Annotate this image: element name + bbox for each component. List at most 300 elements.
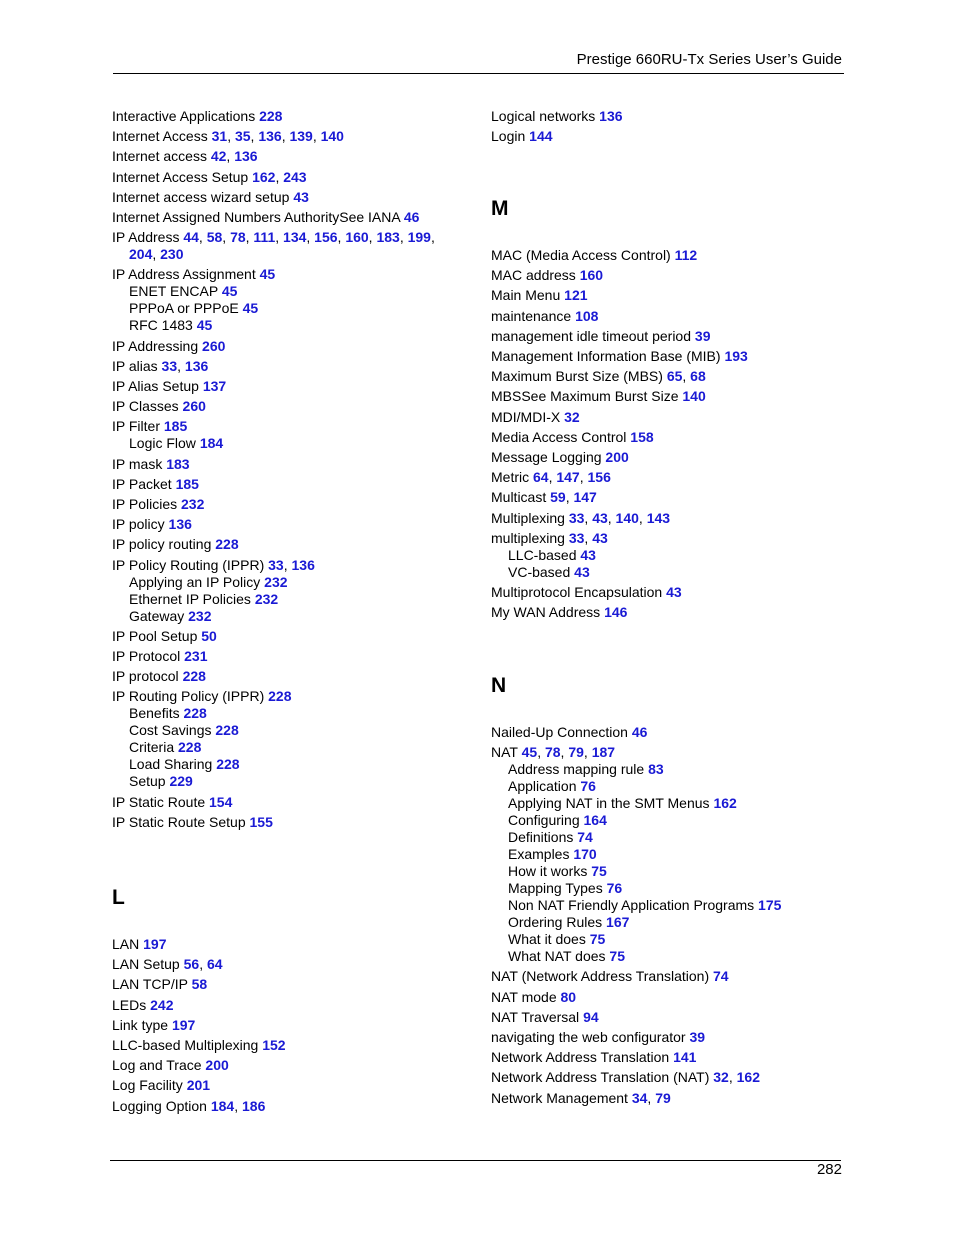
index-term: Internet access — [112, 148, 211, 165]
page-ref-link[interactable]: 228 — [259, 108, 283, 124]
index-term: Link type — [112, 1016, 172, 1033]
index-entry — [112, 1098, 265, 1115]
page-ref-link[interactable]: 45 — [196, 317, 213, 334]
index-entry — [491, 1069, 760, 1086]
ref-separator: , — [222, 229, 231, 246]
page-ref-link[interactable]: 45 — [221, 283, 238, 300]
index-entry — [491, 489, 597, 506]
page-ref-link[interactable]: 167 — [606, 914, 630, 931]
index-entry — [112, 976, 207, 993]
page-ref-link[interactable]: 160 — [345, 229, 369, 246]
index-term: Logging Option — [112, 1097, 211, 1114]
index-entry — [491, 308, 598, 325]
index-term: VC-based — [508, 563, 575, 580]
page-ref-link[interactable]: 156 — [587, 469, 611, 486]
index-subentry — [491, 829, 593, 846]
page-ref-link[interactable]: 33 — [568, 509, 585, 526]
page-ref-link[interactable]: 45 — [242, 300, 259, 317]
page-ref-link[interactable]: 260 — [202, 337, 226, 354]
page-ref-link[interactable]: 232 — [181, 496, 205, 512]
page-ref-link[interactable]: 74 — [713, 968, 729, 985]
index-entry — [112, 516, 192, 533]
index-term: IP Packet — [112, 475, 176, 492]
page-ref-link[interactable]: 45 — [521, 744, 538, 761]
page-ref-link[interactable]: 137 — [202, 378, 227, 394]
index-term: IP Protocol — [112, 648, 185, 664]
ref-separator: , — [312, 128, 321, 145]
index-term: Internet Assigned Numbers AuthoritySee IANA — [112, 209, 404, 225]
index-term: IP Static Route Setup — [112, 813, 250, 830]
index-term: IP policy — [112, 516, 169, 533]
index-entry — [112, 169, 307, 186]
index-entry — [112, 794, 232, 811]
ref-separator: , — [399, 229, 408, 246]
index-entry — [112, 688, 292, 705]
page-ref-link[interactable]: 121 — [564, 287, 588, 304]
page-ref-link[interactable]: 64 — [206, 956, 223, 973]
index-entry — [112, 956, 223, 973]
index-term: MDI/MDI-X — [491, 408, 565, 425]
index-entry — [491, 409, 580, 426]
index-term: ENET ENCAP — [129, 283, 222, 300]
index-term: Setup — [129, 773, 170, 790]
index-term: Network Management — [491, 1089, 632, 1106]
index-term: multiplexing — [491, 529, 569, 546]
page-ref-link[interactable]: 231 — [184, 648, 208, 664]
page-ref-link[interactable]: 228 — [268, 688, 292, 705]
page-ref-link[interactable]: 140 — [320, 128, 344, 145]
page-ref-link[interactable]: 175 — [758, 897, 782, 914]
index-subentry — [112, 317, 212, 334]
index-entry — [491, 469, 611, 486]
section-letter-n: N — [491, 674, 507, 697]
page-ref-link[interactable]: 232 — [254, 590, 279, 607]
index-subentry — [112, 705, 207, 722]
page-ref-link[interactable]: 183 — [376, 229, 400, 246]
page-ref-link[interactable]: 232 — [188, 607, 212, 624]
page-ref-link[interactable]: 43 — [293, 188, 309, 205]
page-ref-link[interactable]: 184 — [199, 435, 224, 452]
page-ref-link[interactable]: 197 — [171, 1016, 196, 1033]
index-subentry — [491, 863, 607, 880]
index-term: maintenance — [491, 307, 576, 324]
page-ref-link[interactable]: 32 — [564, 408, 580, 425]
page-ref-link[interactable]: 79 — [568, 744, 584, 761]
page-ref-link[interactable]: 160 — [579, 267, 604, 284]
page-ref-link[interactable]: 59 — [550, 489, 566, 506]
index-entry — [112, 814, 273, 831]
index-term: Application — [508, 778, 581, 795]
ref-separator: , — [281, 128, 290, 145]
page-ref-link[interactable]: 140 — [615, 509, 639, 526]
index-term: NAT mode — [491, 988, 561, 1005]
index-entry — [112, 338, 225, 355]
ref-separator: , — [638, 509, 647, 526]
index-entry — [112, 398, 206, 415]
ref-separator: , — [430, 229, 435, 246]
index-entry — [112, 189, 309, 206]
index-entry — [491, 510, 670, 527]
page-ref-link[interactable]: 50 — [201, 627, 217, 644]
index-subentry — [491, 547, 596, 564]
index-term: Login — [491, 128, 530, 145]
page-ref-link[interactable]: 46 — [631, 724, 648, 740]
page-ref-link[interactable]: 136 — [234, 148, 258, 165]
index-term: IP policy routing — [112, 536, 216, 553]
page-ref-link[interactable]: 33 — [568, 529, 585, 546]
page-ref-link[interactable]: 31 — [211, 128, 228, 145]
page-ref-link[interactable]: 108 — [575, 307, 599, 324]
page-ref-link[interactable]: 58 — [191, 976, 208, 993]
page-ref-link[interactable]: 33 — [268, 556, 284, 573]
index-term: Log and Trace — [112, 1057, 206, 1074]
page-ref-link[interactable]: 156 — [314, 229, 338, 246]
index-subentry — [112, 756, 240, 773]
index-entry — [112, 1017, 195, 1034]
index-term: Load Sharing — [129, 756, 217, 773]
page-ref-link[interactable]: 74 — [577, 829, 593, 846]
page-ref-link[interactable]: 79 — [655, 1089, 671, 1106]
index-term: IP Addressing — [112, 337, 203, 354]
page-ref-link[interactable]: 43 — [580, 546, 596, 563]
index-term: navigating the web configurator — [491, 1029, 690, 1045]
index-term: Log Facility — [112, 1077, 187, 1094]
index-term: Internet access wizard setup — [112, 188, 294, 205]
page-ref-link[interactable]: 46 — [403, 209, 420, 225]
index-subentry — [491, 846, 597, 863]
index-entry — [491, 429, 654, 446]
page-ref-link[interactable]: 242 — [150, 996, 174, 1013]
ref-separator: , — [584, 509, 593, 526]
page-ref-link[interactable]: 111 — [253, 229, 276, 246]
page-ref-link[interactable]: 76 — [580, 778, 596, 795]
index-entry — [112, 229, 435, 246]
index-entry — [491, 1090, 671, 1107]
page-ref-link[interactable]: 228 — [182, 668, 206, 685]
page-ref-link[interactable]: 39 — [689, 1029, 706, 1045]
index-term: LLC-based — [508, 546, 581, 563]
index-term: IP Routing Policy (IPPR) — [112, 688, 269, 705]
index-term: Internet Access — [112, 128, 212, 145]
index-subentry — [491, 914, 629, 931]
page-ref-link[interactable]: 162 — [736, 1069, 760, 1086]
index-term: Network Address Translation (NAT) — [491, 1069, 714, 1086]
index-term: Criteria — [129, 739, 179, 756]
page-ref-link[interactable]: 80 — [560, 988, 577, 1005]
page-ref-link[interactable]: 43 — [592, 529, 608, 546]
page-ref-link[interactable]: 140 — [682, 388, 706, 405]
page-ref-link[interactable]: 42 — [210, 148, 227, 165]
page-ref-link[interactable]: 184 — [210, 1097, 235, 1114]
page-ref-link[interactable]: 197 — [143, 936, 167, 952]
index-entry — [491, 108, 623, 125]
index-entry — [112, 148, 258, 165]
page-ref-link[interactable]: 64 — [533, 469, 549, 486]
page-ref-link[interactable]: 134 — [283, 229, 307, 246]
page-ref-link[interactable]: 78 — [544, 744, 561, 761]
index-entry — [112, 536, 239, 553]
page-ref-link[interactable]: 260 — [182, 398, 206, 415]
index-term: Benefits — [129, 705, 184, 722]
index-term: PPPoA or PPPoE — [129, 300, 243, 317]
page-ref-link[interactable]: 136 — [599, 108, 623, 124]
index-entry — [491, 348, 748, 365]
index-term: Message Logging — [491, 449, 606, 465]
page-ref-link[interactable]: 170 — [573, 846, 597, 863]
page-ref-link[interactable]: 33 — [161, 357, 178, 374]
index-subentry — [112, 722, 239, 739]
page-ref-link[interactable]: 143 — [646, 509, 671, 526]
ref-separator: , — [682, 368, 691, 385]
ref-separator: , — [337, 229, 346, 246]
index-term: Main Menu — [491, 287, 565, 304]
index-term: Multiprotocol Encapsulation — [491, 584, 667, 600]
page-ref-link[interactable]: 136 — [184, 357, 209, 374]
index-entry — [491, 584, 682, 601]
index-term: IP Static Route — [112, 793, 210, 810]
page-ref-link[interactable]: 147 — [573, 489, 597, 506]
section-letter-m: M — [491, 197, 509, 220]
index-entry — [491, 267, 603, 284]
index-entry — [112, 1057, 229, 1074]
page-ref-link[interactable]: 228 — [215, 536, 239, 553]
index-entry — [112, 358, 208, 375]
page-ref-link[interactable]: 230 — [160, 246, 184, 263]
ref-separator: , — [234, 1097, 242, 1114]
index-subentry — [491, 812, 607, 829]
index-entry — [112, 1077, 210, 1094]
index-term: Management Information Base (MIB) — [491, 348, 725, 364]
page-ref-link[interactable]: 232 — [264, 573, 288, 590]
ref-separator: , — [565, 489, 574, 506]
index-term: IP protocol — [112, 668, 183, 685]
page-ref-link[interactable]: 75 — [591, 863, 607, 880]
index-subentry — [491, 897, 781, 914]
index-subentry — [112, 608, 212, 625]
ref-separator: , — [227, 128, 235, 145]
page-ref-link[interactable]: 144 — [529, 128, 553, 145]
page-ref-link[interactable]: 112 — [674, 247, 698, 263]
index-entry — [491, 968, 729, 985]
index-entry — [491, 744, 615, 761]
index-term: LAN — [112, 936, 144, 952]
index-term: Ordering Rules — [508, 914, 607, 931]
index-entry — [491, 128, 553, 145]
page-ref-link[interactable]: 136 — [258, 128, 282, 145]
ref-separator: , — [152, 246, 161, 263]
page-ref-link[interactable]: 200 — [605, 449, 629, 465]
page-ref-link[interactable]: 187 — [591, 744, 616, 761]
page-ref-link[interactable]: 204 — [129, 246, 153, 263]
index-entry — [491, 724, 647, 741]
page-ref-link[interactable]: 39 — [694, 327, 711, 344]
page-ref-link[interactable]: 65 — [666, 368, 683, 385]
page-ref-link[interactable]: 162 — [252, 168, 276, 185]
index-term: NAT — [491, 744, 522, 761]
page-ref-link[interactable]: 44 — [183, 229, 199, 246]
page-ref-link[interactable]: 229 — [169, 773, 193, 790]
ref-separator: , — [548, 469, 557, 486]
index-term: Metric — [491, 469, 533, 486]
section-letter-l: L — [112, 886, 125, 909]
index-subentry — [112, 739, 201, 756]
index-term: NAT (Network Address Translation) — [491, 968, 714, 985]
index-term: Examples — [508, 846, 574, 863]
page-ref-link[interactable]: 139 — [289, 128, 313, 145]
index-entry — [112, 418, 187, 435]
ref-separator: , — [368, 229, 377, 246]
ref-separator: , — [560, 744, 569, 761]
ref-separator: , — [226, 148, 235, 165]
ref-separator: , — [579, 469, 588, 486]
index-entry — [491, 368, 706, 385]
page-ref-link[interactable]: 78 — [230, 229, 246, 246]
index-term: IP Alias Setup — [112, 378, 203, 394]
ref-separator: , — [198, 229, 207, 246]
index-subentry — [112, 300, 258, 317]
index-term: IP alias — [112, 357, 162, 374]
index-term: Ethernet IP Policies — [129, 590, 255, 607]
index-entry — [112, 266, 275, 283]
index-term: Internet Access Setup — [112, 168, 253, 185]
index-entry — [112, 456, 190, 473]
page-ref-link[interactable]: 183 — [166, 455, 190, 472]
index-term: IP Address Assignment — [112, 266, 260, 283]
index-term: Configuring — [508, 812, 584, 829]
index-term: IP Filter — [112, 418, 164, 435]
index-term: Logical networks — [491, 108, 600, 124]
index-term: IP Address — [112, 229, 184, 246]
ref-separator: , — [283, 556, 292, 573]
index-subentry — [491, 761, 664, 778]
index-subentry — [491, 931, 605, 948]
index-subentry — [491, 564, 590, 581]
index-subentry — [112, 773, 193, 790]
index-subentry — [112, 283, 237, 300]
index-term: Gateway — [129, 607, 189, 624]
index-term: IP Pool Setup — [112, 627, 202, 644]
page-ref-link[interactable]: 199 — [407, 229, 431, 246]
page-ref-link[interactable]: 136 — [168, 516, 192, 533]
ref-separator: , — [537, 744, 545, 761]
index-entry — [491, 1049, 696, 1066]
index-entry — [112, 668, 206, 685]
index-entry — [112, 128, 344, 145]
page-ref-link[interactable]: 75 — [609, 948, 625, 965]
index-subentry — [112, 246, 184, 263]
page-ref-link[interactable]: 45 — [259, 266, 276, 283]
ref-separator: , — [199, 956, 207, 973]
page-ref-link[interactable]: 147 — [556, 469, 580, 486]
page-ref-link[interactable]: 228 — [216, 756, 240, 773]
page-ref-link[interactable]: 43 — [574, 563, 590, 580]
index-entry — [491, 604, 627, 621]
page-ref-link[interactable]: 75 — [589, 931, 606, 948]
page-ref-link[interactable]: 68 — [690, 368, 706, 385]
page-ref-link[interactable]: 152 — [262, 1037, 286, 1053]
page-ref-link[interactable]: 76 — [606, 880, 623, 897]
page-ref-link[interactable]: 83 — [648, 761, 664, 778]
ref-separator: , — [584, 529, 593, 546]
page-ref-link[interactable]: 146 — [604, 604, 628, 621]
page-ref-link[interactable]: 200 — [205, 1057, 229, 1074]
ref-separator: , — [177, 357, 185, 374]
index-term: Media Access Control — [491, 428, 631, 445]
page-ref-link[interactable]: 193 — [724, 348, 748, 364]
page-ref-link[interactable]: 243 — [283, 168, 307, 185]
index-term: Logic Flow — [129, 435, 200, 452]
page-ref-link[interactable]: 32 — [713, 1069, 729, 1086]
index-term: Nailed-Up Connection — [491, 724, 632, 740]
ref-separator: , — [583, 744, 592, 761]
page-ref-link[interactable]: 201 — [186, 1077, 211, 1094]
index-entry — [112, 628, 217, 645]
page-ref-link[interactable]: 164 — [583, 812, 607, 829]
header-rule — [113, 73, 844, 74]
index-entry — [112, 648, 207, 665]
page-ref-link[interactable]: 56 — [183, 956, 200, 973]
page-number: 282 — [816, 1161, 842, 1178]
page-ref-link[interactable]: 58 — [206, 229, 223, 246]
index-term: LAN Setup — [112, 956, 184, 973]
page-ref-link[interactable]: 186 — [242, 1097, 266, 1114]
page-ref-link[interactable]: 34 — [631, 1089, 648, 1106]
index-entry — [112, 496, 204, 513]
page-ref-link[interactable]: 94 — [583, 1008, 599, 1025]
index-term: IP mask — [112, 455, 167, 472]
index-entry — [112, 209, 419, 226]
footer-rule — [110, 1160, 841, 1161]
index-entry — [491, 287, 588, 304]
page-ref-link[interactable]: 136 — [291, 556, 315, 573]
index-term: Network Address Translation — [491, 1049, 674, 1066]
ref-separator: , — [275, 229, 284, 246]
index-term: Multiplexing — [491, 509, 569, 526]
page-ref-link[interactable]: 155 — [249, 813, 273, 830]
index-entry — [112, 997, 173, 1014]
index-term: MBSSee Maximum Burst Size — [491, 388, 683, 405]
index-term: IP Policy Routing (IPPR) — [112, 556, 269, 573]
ref-separator: , — [728, 1069, 737, 1086]
index-subentry — [112, 435, 223, 452]
page-ref-link[interactable]: 228 — [215, 722, 239, 739]
page-ref-link[interactable]: 141 — [673, 1049, 697, 1066]
index-term: NAT Traversal — [491, 1008, 584, 1025]
page-ref-link[interactable]: 154 — [209, 793, 233, 810]
index-entry — [491, 530, 608, 547]
page-ref-link[interactable]: 185 — [175, 475, 199, 492]
page-ref-link[interactable]: 162 — [713, 795, 737, 812]
index-term: Maximum Burst Size (MBS) — [491, 368, 667, 385]
index-entry — [112, 108, 282, 125]
index-term: RFC 1483 — [129, 317, 197, 334]
page-ref-link[interactable]: 228 — [178, 739, 202, 756]
index-term: Definitions — [508, 829, 578, 846]
index-term: Multicast — [491, 489, 551, 506]
index-entry — [491, 449, 629, 466]
page-ref-link[interactable]: 185 — [163, 418, 188, 435]
page-ref-link[interactable]: 158 — [630, 428, 654, 445]
index-term: MAC address — [491, 267, 580, 284]
index-term: IP Classes — [112, 398, 183, 415]
page-ref-link[interactable]: 228 — [183, 705, 207, 722]
index-entry — [491, 328, 710, 345]
page-ref-link[interactable]: 43 — [666, 584, 682, 600]
index-term: LEDs — [112, 996, 151, 1013]
page-ref-link[interactable]: 35 — [234, 128, 251, 145]
index-entry — [491, 388, 706, 405]
page-ref-link[interactable]: 43 — [592, 509, 608, 526]
